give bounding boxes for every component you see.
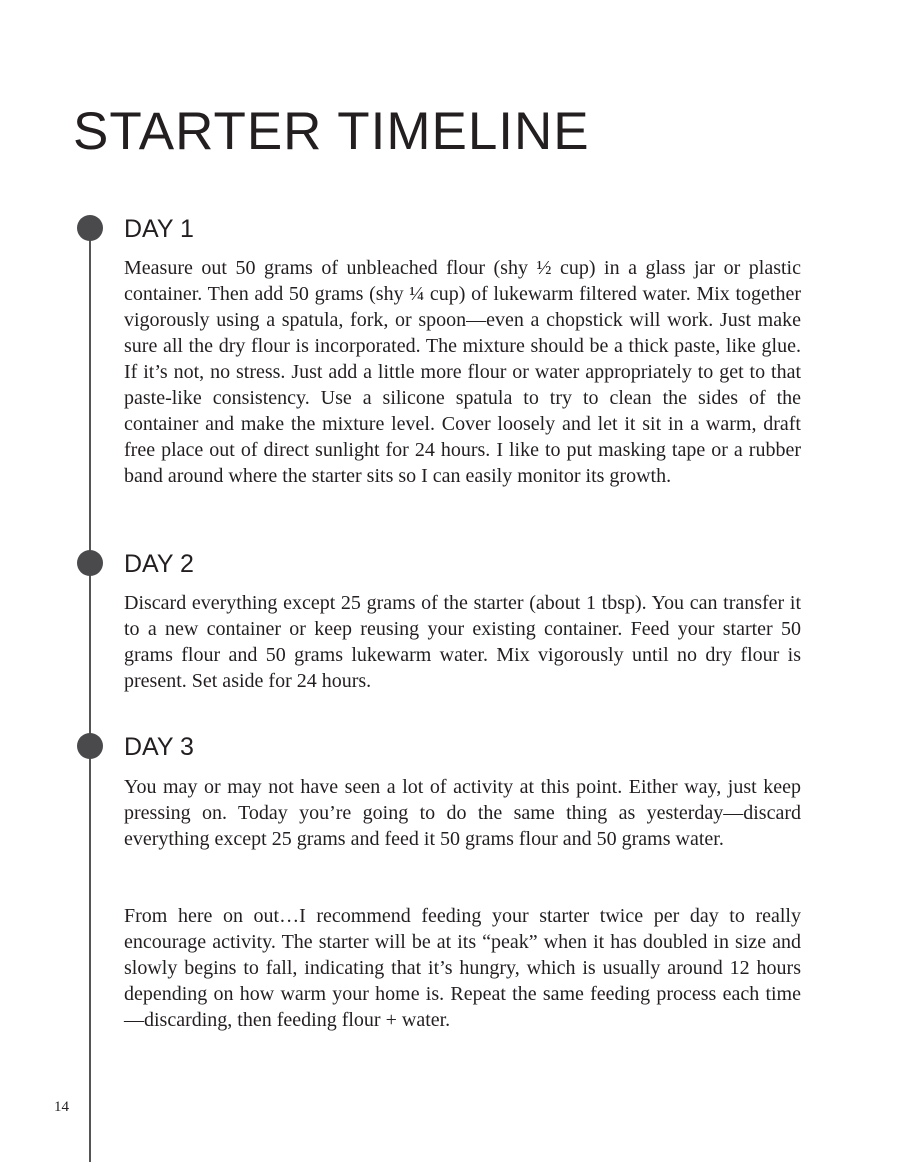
day-3-paragraph: You may or may not have seen a lot of activity at this point. Either way, just keep pressing on. Today you’re going to do the same thing as yesterday—discard everything except 25 grams and feed it 50 grams flour and 50 grams water.	[124, 776, 801, 850]
day-2-heading: DAY 2	[124, 550, 194, 578]
timeline-dot-day-1	[77, 215, 103, 241]
feeding-note-paragraph: From here on out…I recommend feeding your starter twice per day to really encourage activity. The starter will be at its “peak” when it has doubled in size and slowly begins to fall, indicating that it’s hungry, which is usually around 12 hours depending on how warm your home is. Repeat the same feeding process each time—discarding, then feeding flour + water.	[124, 905, 801, 1031]
page-number: 14	[54, 1099, 69, 1115]
timeline-line	[89, 222, 91, 1162]
day-1-heading: DAY 1	[124, 215, 194, 243]
day-3-heading: DAY 3	[124, 733, 194, 761]
timeline-dot-day-3	[77, 733, 103, 759]
day-2-paragraph: Discard everything except 25 grams of the starter (about 1 tbsp). You can transfer it to a new container or keep reusing your existing container. Feed your starter 50 grams flour and 50 grams lukewarm water. Mix vigorously until no dry flour is present. Set aside for 24 hours.	[124, 592, 801, 692]
day-1-paragraph: Measure out 50 grams of unbleached flour (shy ½ cup) in a glass jar or plastic container. Then add 50 grams (shy ¼ cup) of lukewarm filtered water. Mix together vigorously using a spatula, fork, or spoon—even a chopstick will work. Just make sure all the dry flour is incorporated. The mixture should be a thick paste, like glue. If it’s not, no stress. Just add a little more flour or water appropriately to get to that paste-like consistency. Use a silicone spatula to try to clean the sides of the container and make the mixture level. Cover loosely and let it sit in a warm, draft free place out of direct sunlight for 24 hours. I like to put masking tape or a rubber band around where the starter sits so I can easily monitor its growth.	[124, 257, 801, 487]
page-title: STARTER TIMELINE	[73, 102, 590, 161]
timeline-dot-day-2	[77, 550, 103, 576]
